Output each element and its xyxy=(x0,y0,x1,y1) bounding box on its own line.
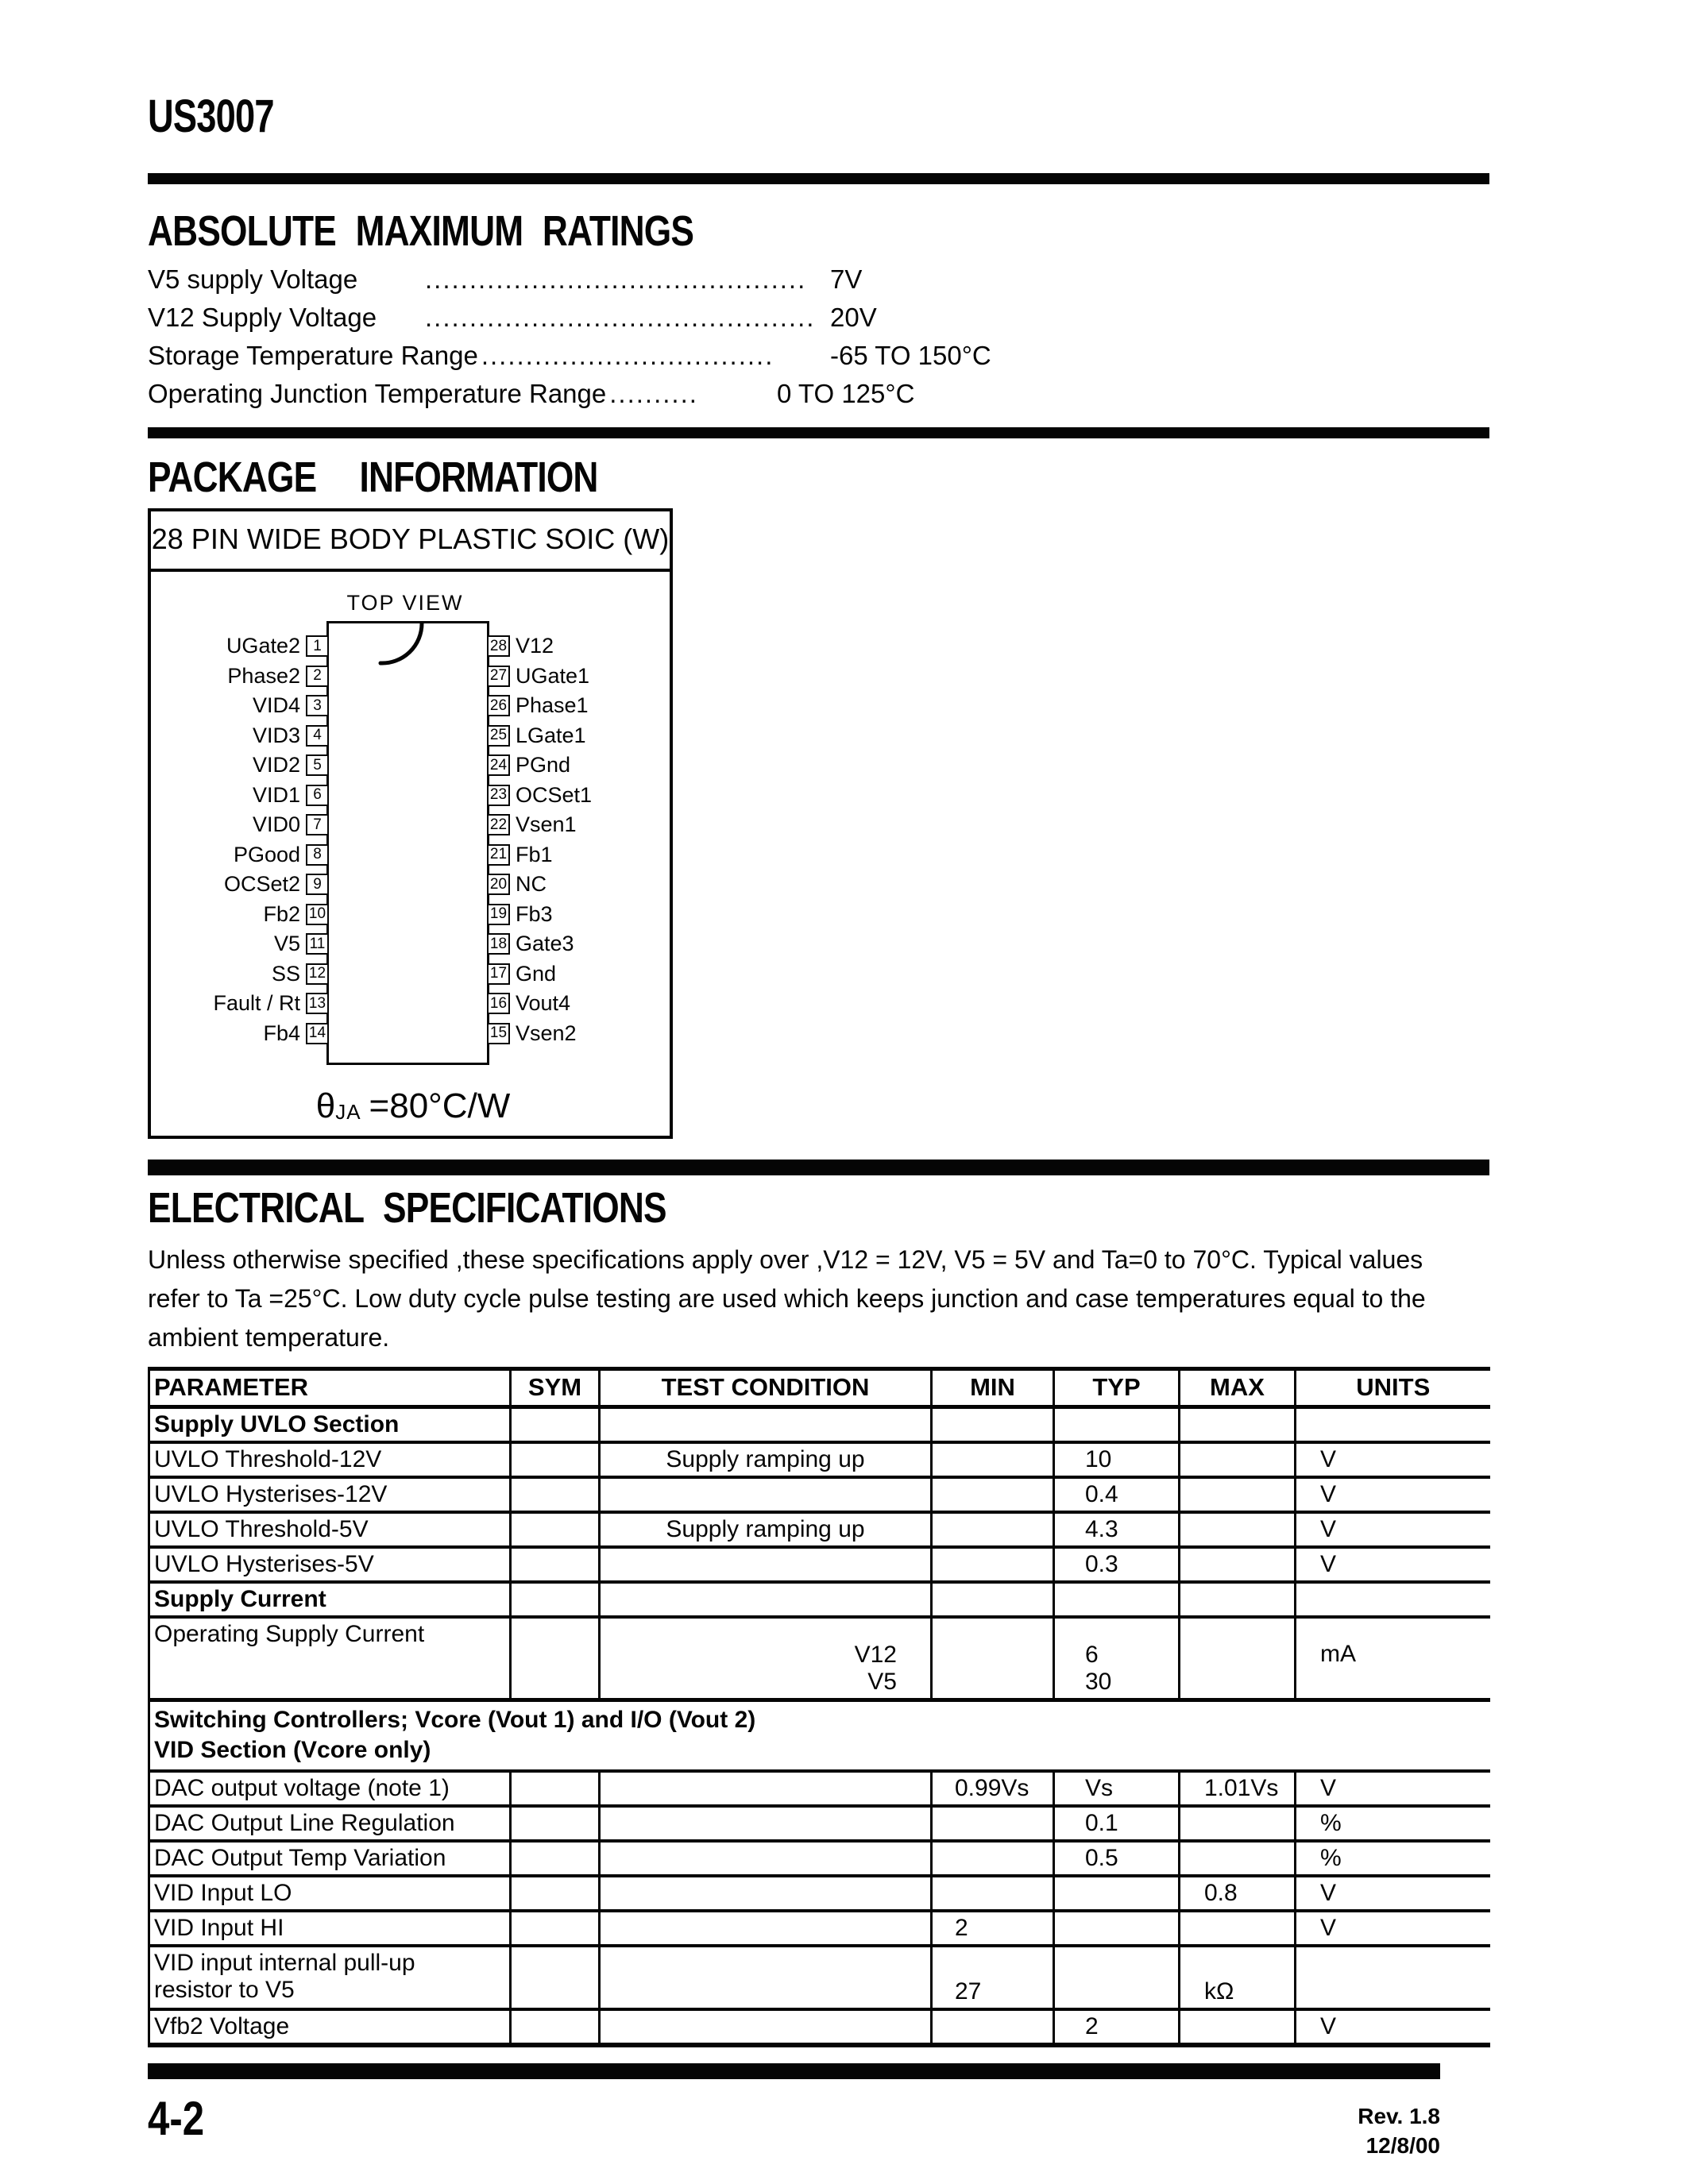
rating-label: V5 supply Voltage xyxy=(148,264,358,294)
pin-number: 17 xyxy=(489,965,508,982)
pin-number: 16 xyxy=(489,994,508,1012)
pin-label: Fb2 xyxy=(263,901,300,926)
pin-number-box xyxy=(487,874,510,895)
spec-table xyxy=(148,1367,1490,2047)
cell-max xyxy=(1180,1911,1296,1946)
pin-label: OCSet2 xyxy=(223,872,300,897)
pin-row xyxy=(151,631,329,662)
cell-test-condition xyxy=(600,1806,932,1841)
pin-label: Vout4 xyxy=(516,991,571,1016)
pin-number-box xyxy=(487,635,510,657)
pin-row xyxy=(151,721,329,751)
pin-row xyxy=(487,810,674,840)
pin-number-box xyxy=(306,814,329,835)
pin-number-box xyxy=(306,1023,329,1044)
pin-label: V12 xyxy=(516,634,554,658)
cell-sym xyxy=(511,1946,600,2009)
pin-number-box xyxy=(487,814,510,835)
col-header-typ: TYP xyxy=(1054,1369,1180,1407)
cell-typ xyxy=(1054,1946,1180,2009)
test-condition-line: V12 xyxy=(854,1641,897,1668)
rating-label: Storage Temperature Range xyxy=(148,341,478,370)
pin-label: VID4 xyxy=(252,693,300,718)
cell-min xyxy=(932,1617,1054,1700)
revision-label: Rev. 1.8 xyxy=(1358,2103,1440,2128)
pin-label: VID2 xyxy=(252,753,300,778)
cell-test-condition: Supply ramping up xyxy=(600,1442,932,1477)
top-view-label: TOP VIEW xyxy=(346,591,464,615)
test-condition-line: V5 xyxy=(867,1668,897,1695)
cell-sym xyxy=(511,1911,600,1946)
pin-number: 10 xyxy=(308,905,326,923)
rating-value: 20V xyxy=(830,303,877,332)
rating-line xyxy=(148,260,1489,299)
cell-max: 1.01Vs xyxy=(1180,1771,1296,1806)
cell-max: kΩ xyxy=(1180,1946,1296,2009)
pin-row xyxy=(487,751,674,781)
table-row xyxy=(149,1876,1490,1911)
band-title: Switching Controllers; Vcore (Vout 1) and I/O (Vout 2) VID Section (Vcore only) xyxy=(149,1700,1490,1771)
pin-number: 26 xyxy=(489,696,508,714)
pin-row xyxy=(151,751,329,781)
pin-number: 3 xyxy=(313,696,322,714)
cell-parameter: UVLO Threshold-12V xyxy=(149,1442,511,1477)
pin-number: 6 xyxy=(313,786,322,804)
pin-number-box xyxy=(306,754,329,776)
revision-date: 12/8/00 xyxy=(1365,2132,1440,2158)
rating-label: V12 Supply Voltage xyxy=(148,303,377,332)
pin-label: UGate2 xyxy=(226,634,300,658)
pin-number: 19 xyxy=(489,905,508,923)
rating-line xyxy=(148,299,1489,337)
pin-number-box xyxy=(487,904,510,925)
dot-leader: .......... xyxy=(609,379,698,408)
theta-value: =80°C/W xyxy=(369,1086,511,1125)
cell-typ: 0.3 xyxy=(1054,1547,1180,1582)
pin-row xyxy=(487,840,674,870)
pin-number-box xyxy=(306,963,329,985)
footer-bar xyxy=(148,2063,1440,2079)
rating-line xyxy=(148,375,1489,413)
cell-test-condition xyxy=(600,1617,932,1700)
cell-parameter: DAC output voltage (note 1) xyxy=(149,1771,511,1806)
pin-row xyxy=(151,781,329,811)
pin-number-box xyxy=(306,993,329,1014)
pin-number-box xyxy=(487,666,510,687)
pin-number: 20 xyxy=(489,875,508,893)
pin-number: 14 xyxy=(308,1024,326,1042)
cell-typ: 0.5 xyxy=(1054,1841,1180,1876)
cell-sym xyxy=(511,1771,600,1806)
cell-min xyxy=(932,1512,1054,1547)
cell-sym xyxy=(511,1477,600,1512)
pin-label: Gate3 xyxy=(516,932,574,956)
pin-number: 8 xyxy=(313,846,322,863)
table-row xyxy=(149,1771,1490,1806)
pin-number: 4 xyxy=(313,727,322,744)
cell-parameter: UVLO Threshold-5V xyxy=(149,1512,511,1547)
intro-line: ambient temperature. xyxy=(148,1323,390,1352)
package-box-title: 28 PIN WIDE BODY PLASTIC SOIC (W) xyxy=(151,511,670,572)
page-footer xyxy=(148,2091,1489,2160)
package-info-heading: PACKAGE INFORMATION xyxy=(148,453,598,501)
pin-label: LGate1 xyxy=(516,723,586,747)
cell-parameter: UVLO Hysterises-5V xyxy=(149,1547,511,1582)
cell-units: V xyxy=(1296,1771,1490,1806)
col-header-test-condition: TEST CONDITION xyxy=(600,1369,932,1407)
part-number: US3007 xyxy=(148,91,274,142)
cell-sym xyxy=(511,1617,600,1700)
theta-symbol: θ xyxy=(315,1086,336,1125)
pin-row xyxy=(151,1019,329,1049)
cell-sym xyxy=(511,2009,600,2045)
cell-min xyxy=(932,1841,1054,1876)
pin-number-box xyxy=(306,874,329,895)
cell-typ xyxy=(1054,1911,1180,1946)
cell-typ xyxy=(1054,1617,1180,1700)
cell-max xyxy=(1180,1841,1296,1876)
table-row xyxy=(149,2009,1490,2045)
cell-test-condition xyxy=(600,1547,932,1582)
section-title: Supply UVLO Section xyxy=(149,1407,511,1443)
cell-units: mA xyxy=(1296,1617,1490,1700)
elec-spec-intro xyxy=(148,1241,1489,1357)
pin-number: 9 xyxy=(313,875,322,893)
pin-label: Gnd xyxy=(516,961,557,986)
table-section-row xyxy=(149,1582,1490,1617)
cell-max xyxy=(1180,1442,1296,1477)
cell-max xyxy=(1180,2009,1296,2045)
col-header-units: UNITS xyxy=(1296,1369,1490,1407)
cell-min: 27 xyxy=(932,1946,1054,2009)
cell-test-condition xyxy=(600,1911,932,1946)
left-pin-column xyxy=(151,631,329,1048)
pin-label: VID3 xyxy=(252,723,300,747)
pin-row xyxy=(151,900,329,930)
abs-max-ratings-list xyxy=(148,260,1489,413)
pin-label: Fb4 xyxy=(263,1021,300,1045)
pin-number-box xyxy=(306,666,329,687)
theta-subscript: JA xyxy=(335,1100,361,1124)
cell-sym xyxy=(511,1512,600,1547)
cell-units: V xyxy=(1296,1547,1490,1582)
pin-number-box xyxy=(487,1023,510,1044)
cell-min xyxy=(932,1477,1054,1512)
pin-label: Phase1 xyxy=(516,693,589,718)
pin-number: 18 xyxy=(489,935,508,952)
cell-units: V xyxy=(1296,1512,1490,1547)
package-box xyxy=(148,508,673,1139)
pin-number-box xyxy=(306,844,329,866)
pin-label: PGnd xyxy=(516,753,571,778)
pin-diagram xyxy=(151,572,670,1136)
cell-test-condition xyxy=(600,1876,932,1911)
pin-number: 23 xyxy=(489,786,508,804)
ic-body xyxy=(326,621,489,1065)
pin-row xyxy=(487,900,674,930)
dot-leader: ........................................... xyxy=(425,264,807,294)
intro-line: Unless otherwise specified ,these specifications apply over ,V12 = 12V, V5 = 5V and Ta=0 to 70°C. Typical values xyxy=(148,1245,1423,1274)
cell-sym xyxy=(511,1442,600,1477)
pin-number-box xyxy=(306,904,329,925)
cell-typ: Vs xyxy=(1054,1771,1180,1806)
revision-block xyxy=(1358,2095,1489,2160)
pin-label: SS xyxy=(271,961,300,986)
pin-row xyxy=(487,929,674,959)
col-header-min: MIN xyxy=(932,1369,1054,1407)
cell-units: V xyxy=(1296,1876,1490,1911)
table-row xyxy=(149,1442,1490,1477)
cell-units: V xyxy=(1296,1911,1490,1946)
pin-number: 1 xyxy=(313,637,322,654)
cell-test-condition xyxy=(600,2009,932,2045)
pin-label: VID1 xyxy=(252,782,300,807)
cell-units: V xyxy=(1296,2009,1490,2045)
divider-bar xyxy=(148,427,1489,438)
typ-line: 6 xyxy=(1085,1641,1099,1668)
pin-label: V5 xyxy=(273,932,300,956)
cell-parameter: Vfb2 Voltage xyxy=(149,2009,511,2045)
cell-sym xyxy=(511,1876,600,1911)
rating-value: 0 TO 125°C xyxy=(777,379,915,408)
pin-number: 22 xyxy=(489,816,508,833)
pin-row xyxy=(151,959,329,990)
cell-max xyxy=(1180,1512,1296,1547)
cell-parameter: Operating Supply Current xyxy=(149,1617,511,1700)
pin-number: 5 xyxy=(313,756,322,774)
pin-label: PGood xyxy=(233,842,300,866)
table-row xyxy=(149,1512,1490,1547)
rating-value: -65 TO 150°C xyxy=(830,341,991,370)
page-title xyxy=(148,91,1489,142)
cell-parameter: VID Input LO xyxy=(149,1876,511,1911)
pin-label: UGate1 xyxy=(516,663,590,688)
pin-row xyxy=(151,929,329,959)
cell-test-condition xyxy=(600,1477,932,1512)
table-row-vid-pullup xyxy=(149,1946,1490,2009)
cell-parameter: UVLO Hysterises-12V xyxy=(149,1477,511,1512)
cell-units: % xyxy=(1296,1841,1490,1876)
dot-leader: ................................. xyxy=(481,341,774,370)
pin-label: Fb1 xyxy=(516,842,553,866)
pin-number: 15 xyxy=(489,1024,508,1042)
pin-number-box xyxy=(306,695,329,716)
cell-typ xyxy=(1054,1876,1180,1911)
pin-number: 21 xyxy=(489,846,508,863)
table-row xyxy=(149,1547,1490,1582)
table-row-operating-supply-current xyxy=(149,1617,1490,1700)
cell-max xyxy=(1180,1806,1296,1841)
table-band-row xyxy=(149,1700,1490,1771)
pin-row xyxy=(151,870,329,900)
pin-row xyxy=(151,810,329,840)
pin-number: 27 xyxy=(489,667,508,685)
section-title: Supply Current xyxy=(149,1582,511,1617)
cell-typ: 0.1 xyxy=(1054,1806,1180,1841)
pin-row xyxy=(487,691,674,721)
cell-min xyxy=(932,1876,1054,1911)
table-section-row xyxy=(149,1407,1490,1443)
table-row xyxy=(149,1477,1490,1512)
rating-line xyxy=(148,337,1489,375)
pin-row xyxy=(487,1019,674,1049)
cell-test-condition xyxy=(600,1771,932,1806)
thermal-resistance xyxy=(151,1086,675,1126)
pin-label: Vsen2 xyxy=(516,1021,577,1045)
pin-label: Fault / Rt xyxy=(213,991,300,1016)
divider-bar xyxy=(148,173,1489,184)
pin-row xyxy=(487,781,674,811)
cell-min: 0.99Vs xyxy=(932,1771,1054,1806)
cell-parameter: DAC Output Line Regulation xyxy=(149,1806,511,1841)
cell-parameter: VID Input HI xyxy=(149,1911,511,1946)
cell-typ: 2 xyxy=(1054,2009,1180,2045)
rating-label: Operating Junction Temperature Range xyxy=(148,379,607,408)
col-header-max: MAX xyxy=(1180,1369,1296,1407)
table-row xyxy=(149,1911,1490,1946)
cell-typ: 0.4 xyxy=(1054,1477,1180,1512)
cell-min xyxy=(932,1547,1054,1582)
pin-row xyxy=(151,840,329,870)
cell-min xyxy=(932,1442,1054,1477)
pin-number-box xyxy=(487,695,510,716)
intro-line: refer to Ta =25°C. Low duty cycle pulse testing are used which keeps junction and case temperatures equal to the xyxy=(148,1284,1426,1313)
cell-parameter: DAC Output Temp Variation xyxy=(149,1841,511,1876)
cell-max xyxy=(1180,1547,1296,1582)
pin-row xyxy=(487,721,674,751)
right-pin-column xyxy=(487,631,674,1048)
pin-label: Vsen1 xyxy=(516,812,577,837)
pin-number-box xyxy=(487,725,510,747)
divider-bar xyxy=(148,1160,1489,1175)
cell-max xyxy=(1180,1477,1296,1512)
pin-number-box xyxy=(487,844,510,866)
typ-line: 30 xyxy=(1085,1668,1112,1695)
page-number: 4-2 xyxy=(148,2091,205,2145)
pin-number: 11 xyxy=(309,935,326,952)
pin-row xyxy=(487,870,674,900)
table-header-row xyxy=(149,1369,1490,1407)
pin-label: OCSet1 xyxy=(516,782,593,807)
pin-row xyxy=(487,959,674,990)
pin-row xyxy=(151,662,329,692)
pin-number-box xyxy=(487,754,510,776)
pin-row xyxy=(487,662,674,692)
cell-sym xyxy=(511,1841,600,1876)
pin-number: 12 xyxy=(308,965,326,982)
pin-number-box xyxy=(487,933,510,955)
cell-min xyxy=(932,2009,1054,2045)
pin-number-box xyxy=(487,993,510,1014)
elec-spec-heading: ELECTRICAL SPECIFICATIONS xyxy=(148,1184,666,1232)
cell-typ: 10 xyxy=(1054,1442,1180,1477)
pin-label: NC xyxy=(516,872,547,897)
cell-test-condition: Supply ramping up xyxy=(600,1512,932,1547)
pin-number: 2 xyxy=(313,667,322,685)
pin-label: Fb3 xyxy=(516,901,553,926)
rating-value: 7V xyxy=(830,264,863,294)
pin-number-box xyxy=(487,785,510,806)
pin-number-box xyxy=(306,785,329,806)
cell-max xyxy=(1180,1617,1296,1700)
pin1-notch-icon xyxy=(326,621,489,670)
cell-test-condition xyxy=(600,1841,932,1876)
col-header-sym: SYM xyxy=(511,1369,600,1407)
abs-max-heading: ABSOLUTE MAXIMUM RATINGS xyxy=(148,207,694,255)
cell-sym xyxy=(511,1806,600,1841)
pin-number-box xyxy=(306,635,329,657)
pin-label: Phase2 xyxy=(227,663,300,688)
cell-typ: 4.3 xyxy=(1054,1512,1180,1547)
cell-min xyxy=(932,1806,1054,1841)
cell-parameter: VID input internal pull-up resistor to V5 xyxy=(149,1946,511,2009)
pin-number: 13 xyxy=(308,994,326,1012)
pin-row xyxy=(151,691,329,721)
cell-sym xyxy=(511,1547,600,1582)
pin-number-box xyxy=(487,963,510,985)
pin-label: VID0 xyxy=(252,812,300,837)
pin-row xyxy=(151,989,329,1019)
cell-test-condition xyxy=(600,1946,932,2009)
cell-units: % xyxy=(1296,1806,1490,1841)
pin-number: 28 xyxy=(489,637,508,654)
pin-number-box xyxy=(306,933,329,955)
pin-row xyxy=(487,631,674,662)
cell-units: V xyxy=(1296,1442,1490,1477)
table-row xyxy=(149,1841,1490,1876)
cell-max: 0.8 xyxy=(1180,1876,1296,1911)
pin-number: 25 xyxy=(489,727,508,744)
table-row xyxy=(149,1806,1490,1841)
cell-units xyxy=(1296,1946,1490,2009)
dot-leader: ............................................ xyxy=(425,303,816,332)
col-header-parameter: PARAMETER xyxy=(149,1369,511,1407)
pin-number: 24 xyxy=(489,756,508,774)
pin-number: 7 xyxy=(313,816,322,833)
pin-row xyxy=(487,989,674,1019)
cell-units: V xyxy=(1296,1477,1490,1512)
cell-min: 2 xyxy=(932,1911,1054,1946)
pin-number-box xyxy=(306,725,329,747)
